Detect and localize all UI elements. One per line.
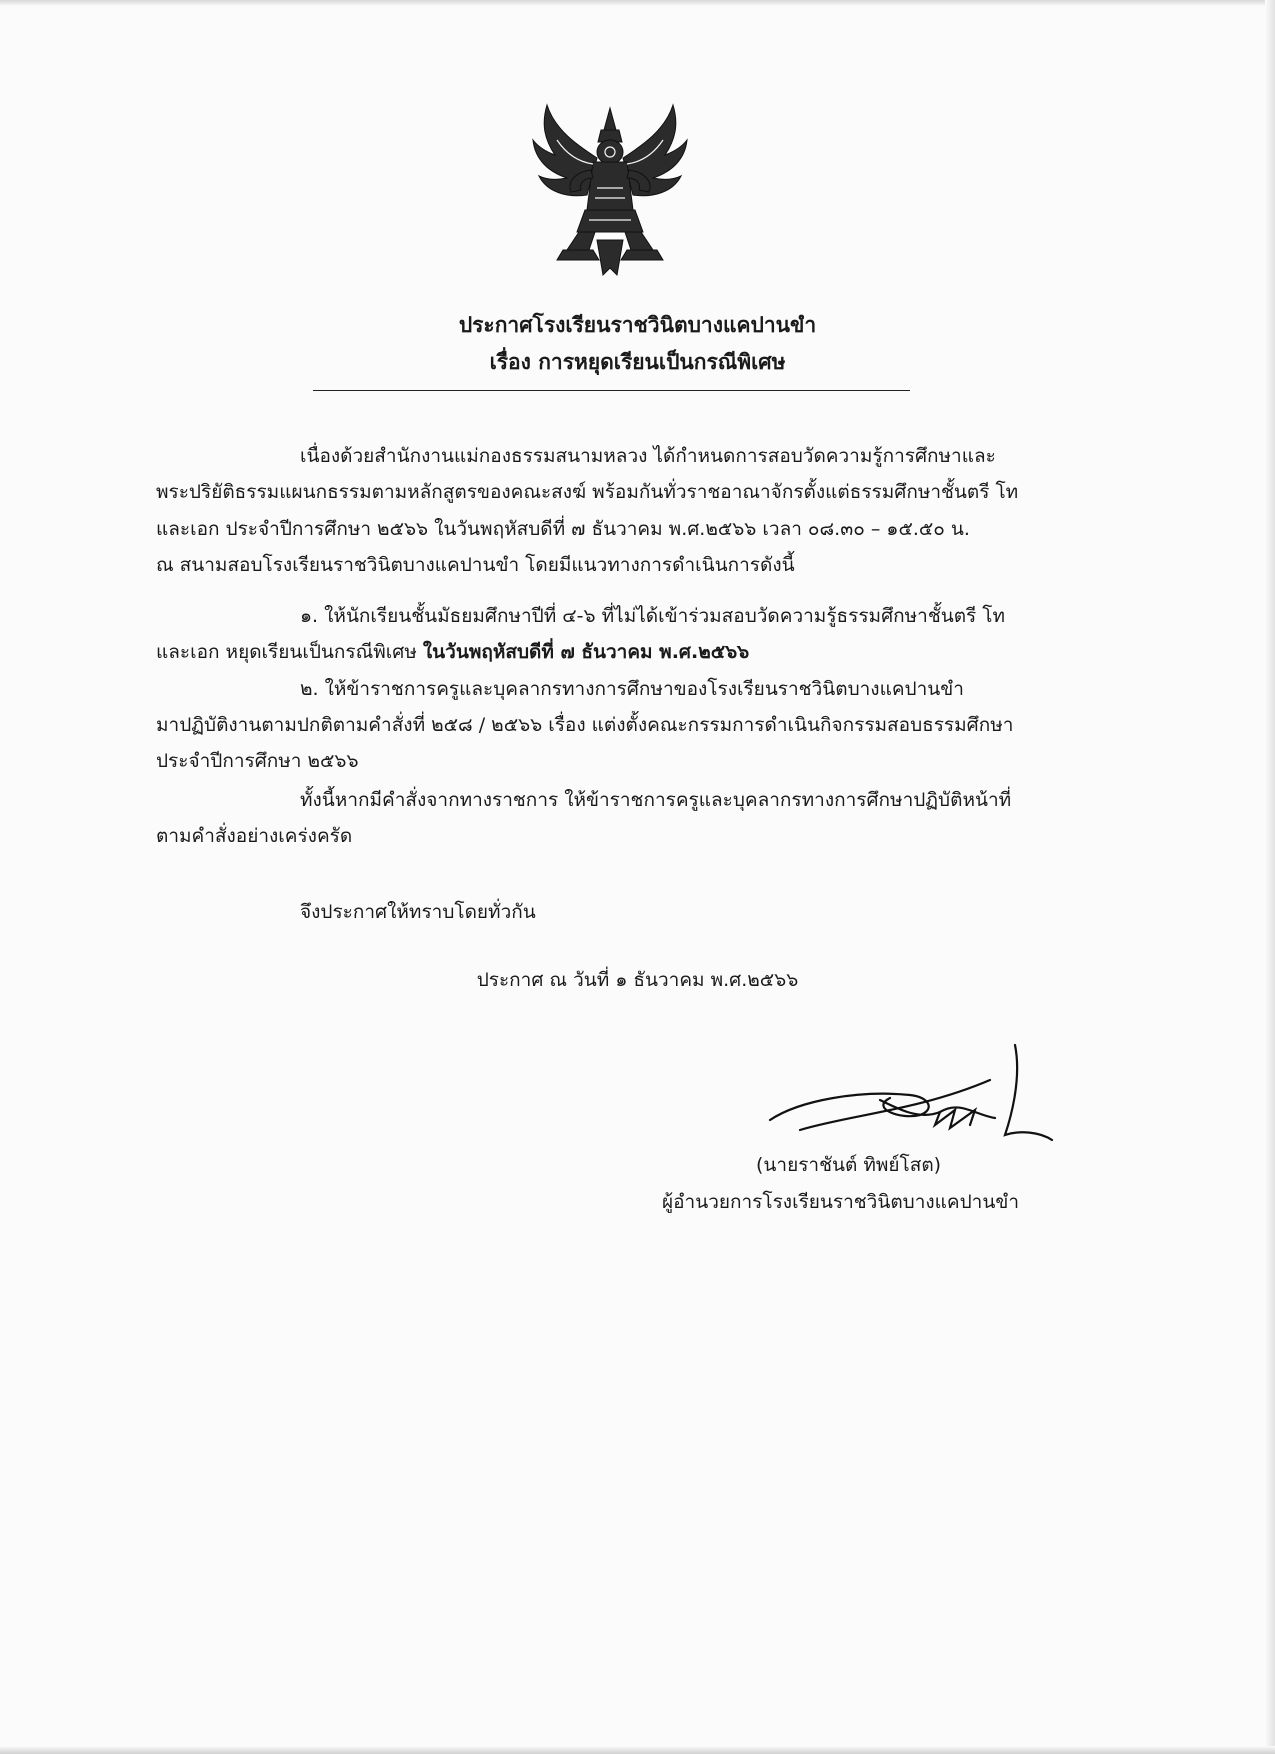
announcement-date: ประกาศ ณ วันที่ ๑ ธันวาคม พ.ศ.๒๕๖๖ [476, 969, 799, 991]
closing-line: ตามคำสั่งอย่างเคร่งครัด [156, 825, 353, 847]
item2-line: มาปฏิบัติงานตามปกติตามคำสั่งที่ ๒๕๘ / ๒๕๖๖ เรื่อง แต่งตั้งคณะกรรมการดำเนินกิจกรรมสอบธรรมศึกษา [156, 714, 1014, 736]
announcement: จึงประกาศให้ทราบโดยทั่วกัน [300, 901, 536, 923]
scan-right-edge [1265, 0, 1275, 1754]
scan-top-edge [0, 0, 1275, 6]
item1-line: ๑. ให้นักเรียนชั้นมัธยมศึกษาปีที่ ๔-๖ ที่ไม่ได้เข้าร่วมสอบวัดความรู้ธรรมศึกษาชั้นตรี โท [300, 605, 1006, 627]
item1-line [156, 634, 749, 670]
subject-title: เรื่อง การหยุดเรียนเป็นกรณีพิเศษ [489, 350, 786, 374]
intro-line: เนื่องด้วยสำนักงานแม่กองธรรมสนามหลวง ได้กำหนดการสอบวัดความรู้การศึกษาและ [300, 445, 996, 467]
item1-date-emphasis: ในวันพฤหัสบดีที่ ๗ ธันวาคม พ.ศ.๒๕๖๖ [422, 641, 750, 663]
scan-bottom-edge [0, 1746, 1275, 1754]
item2-line: ๒. ให้ข้าราชการครูและบุคลากรทางการศึกษาของโรงเรียนราชวินิตบางแคปานขำ [300, 678, 964, 700]
closing-line: ทั้งนี้หากมีคำสั่งจากทางราชการ ให้ข้าราชการครูและบุคลากรทางการศึกษาปฏิบัติหน้าที่ [300, 789, 1012, 811]
intro-line: พระปริยัติธรรมแผนกธรรมตามหลักสูตรของคณะสงฆ์ พร้อมกันทั่วราชอาณาจักรตั้งแต่ธรรมศึกษาชั้นตรี โท [156, 481, 1019, 503]
garuda-emblem-icon [527, 100, 693, 280]
intro-line: ณ สนามสอบโรงเรียนราชวินิตบางแคปานขำ โดยมีแนวทางการดำเนินการดังนี้ [156, 554, 795, 576]
signatory-position: ผู้อำนวยการโรงเรียนราชวินิตบางแคปานขำ [662, 1191, 1019, 1213]
item2-line: ประจำปีการศึกษา ๒๕๖๖ [156, 750, 359, 772]
page-title: ประกาศโรงเรียนราชวินิตบางแคปานขำ [458, 313, 817, 337]
signatory-name: (นายราชันต์ ทิพย์โสต) [756, 1154, 942, 1176]
item1-text: และเอก หยุดเรียนเป็นกรณีพิเศษ [156, 641, 417, 663]
title-divider [313, 390, 910, 391]
intro-line: และเอก ประจำปีการศึกษา ๒๕๖๖ ในวันพฤหัสบดีที่ ๗ ธันวาคม พ.ศ.๒๕๖๖ เวลา ๐๘.๓๐ – ๑๕.๕๐ น. [156, 518, 970, 540]
signature-image [760, 1040, 1060, 1150]
